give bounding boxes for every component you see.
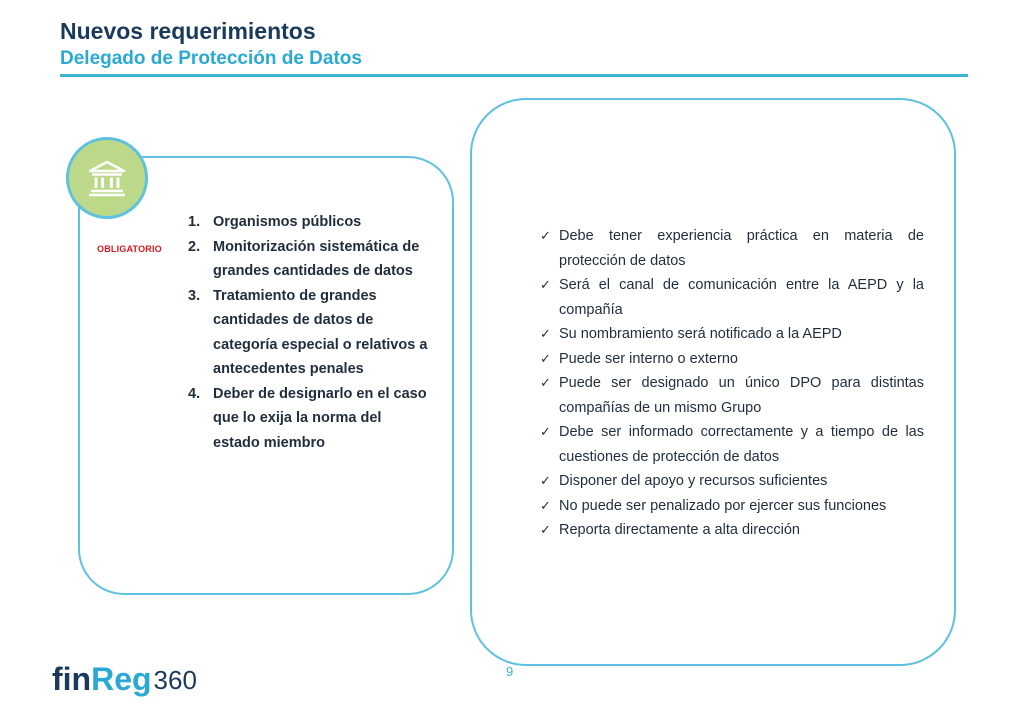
check-icon: ✓ bbox=[540, 228, 551, 243]
list-item bbox=[540, 273, 924, 322]
list-item-number: 2. bbox=[188, 238, 201, 255]
list-item-text: Puede ser interno o externo bbox=[559, 350, 738, 367]
check-icon: ✓ bbox=[540, 350, 551, 366]
finreg360-logo bbox=[52, 660, 197, 698]
list-item bbox=[540, 420, 924, 469]
government-building-icon bbox=[66, 137, 148, 219]
list-item-text: Disponer del apoyo y recursos suficientes bbox=[559, 473, 828, 489]
list-item-text: No puede ser penalizado por ejercer sus funciones bbox=[559, 497, 887, 514]
check-icon: ✓ bbox=[540, 473, 551, 488]
title-divider bbox=[60, 74, 968, 77]
check-icon: ✓ bbox=[540, 375, 551, 390]
list-item bbox=[188, 284, 428, 382]
list-item bbox=[188, 382, 428, 456]
list-item-text: Reporta directamente a alta dirección bbox=[559, 522, 800, 538]
list-item bbox=[188, 235, 428, 284]
list-item bbox=[188, 210, 428, 235]
list-item bbox=[540, 347, 924, 372]
characteristics-list bbox=[540, 224, 924, 543]
check-icon: ✓ bbox=[540, 497, 551, 513]
list-item-text: Puede ser designado un único DPO para distintas compañías de un mismo Grupo bbox=[559, 375, 924, 416]
list-item bbox=[540, 322, 924, 347]
list-item-text: Monitorización sistemática de grandes cantidades de datos bbox=[213, 238, 420, 279]
logo-text-360: 360 bbox=[153, 665, 197, 695]
page-subtitle: Delegado de Protección de Datos bbox=[60, 48, 362, 69]
check-icon: ✓ bbox=[540, 522, 551, 537]
list-item-text: Debe ser informado correctamente y a tiempo de las cuestiones de protección de datos bbox=[559, 424, 924, 465]
list-item-number: 4. bbox=[188, 385, 201, 402]
list-item-text: Debe tener experiencia práctica en materia de protección de datos bbox=[559, 228, 924, 269]
list-item-text: Su nombramiento será notificado a la AEPD bbox=[559, 326, 842, 342]
logo-text-fin: fin bbox=[52, 661, 92, 697]
list-item bbox=[540, 494, 924, 519]
requirements-list bbox=[188, 210, 428, 455]
list-item-text: Será el canal de comunicación entre la AEPD y la compañía bbox=[559, 277, 924, 318]
page-title: Nuevos requerimientos bbox=[60, 18, 316, 44]
list-item-number: 1. bbox=[188, 214, 201, 230]
list-item bbox=[540, 469, 924, 494]
check-icon: ✓ bbox=[540, 326, 551, 341]
list-item-text: Tratamiento de grandes cantidades de datos de categoría especial o relativos a antecedentes penales bbox=[213, 287, 428, 377]
list-item-text: Organismos públicos bbox=[213, 214, 362, 230]
check-icon: ✓ bbox=[540, 277, 551, 292]
list-item bbox=[540, 371, 924, 420]
logo-text-reg: Reg bbox=[91, 661, 152, 697]
mandatory-badge: OBLIGATORIO bbox=[97, 244, 162, 254]
list-item bbox=[540, 224, 924, 273]
list-item-number: 3. bbox=[188, 287, 201, 304]
list-item-text: Deber de designarlo en el caso que lo exija la norma del estado miembro bbox=[213, 385, 427, 451]
list-item bbox=[540, 518, 924, 543]
check-icon: ✓ bbox=[540, 424, 551, 439]
page-number: 9 bbox=[506, 664, 514, 679]
